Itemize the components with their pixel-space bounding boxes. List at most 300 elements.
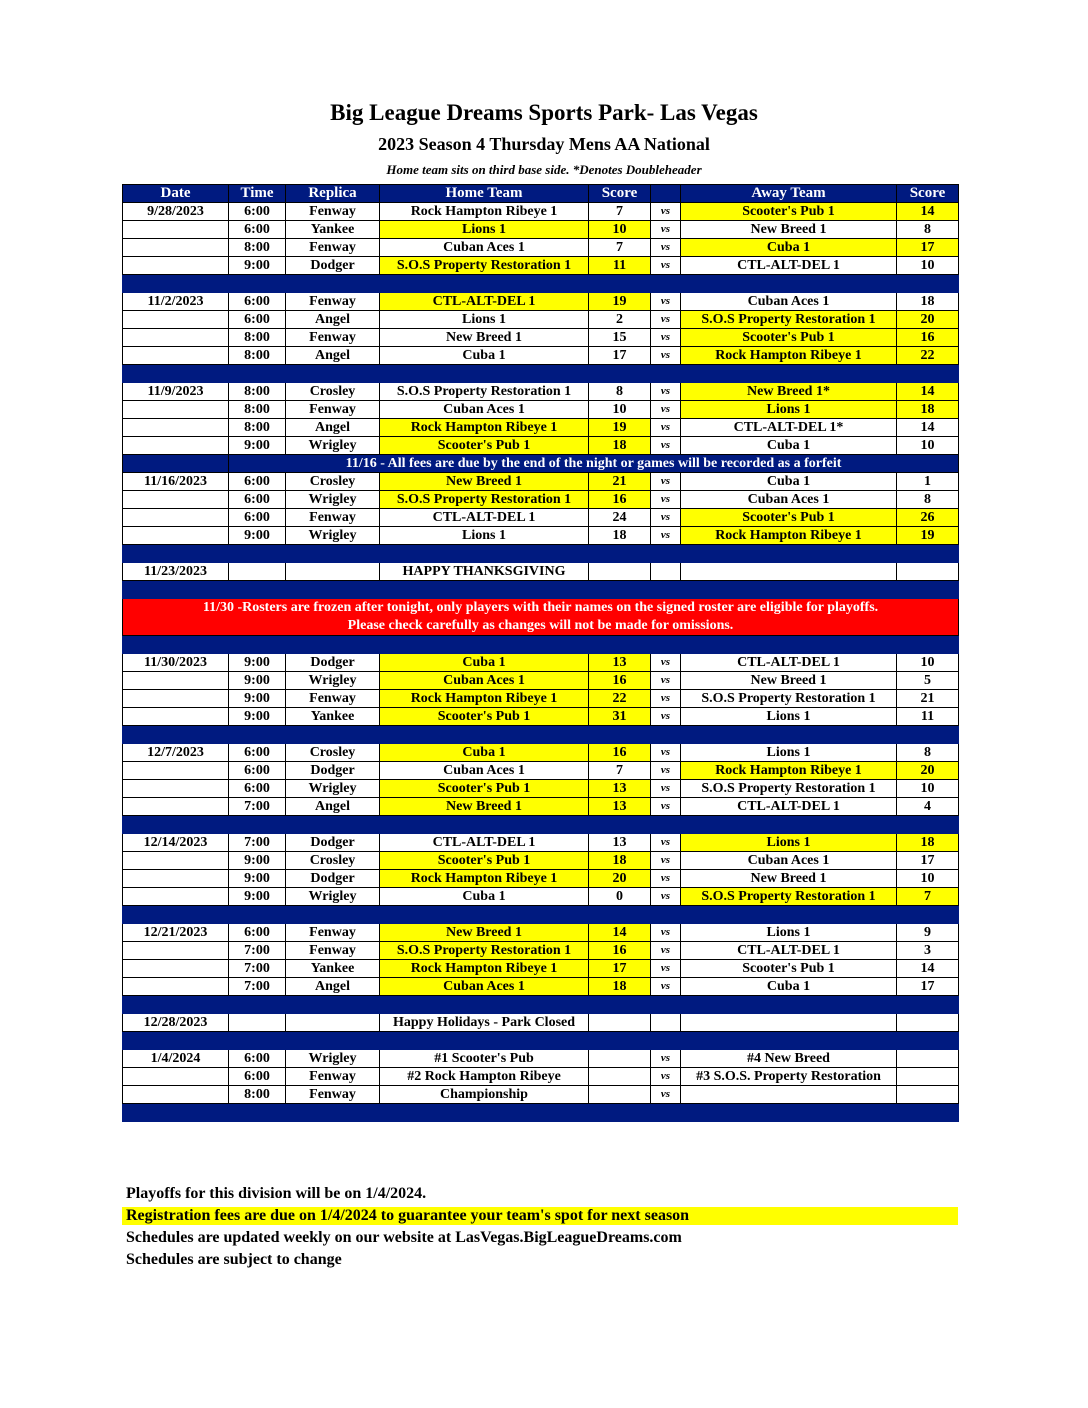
replica-cell: Dodger	[286, 257, 380, 275]
date-cell	[123, 708, 229, 726]
time-cell: 9:00	[229, 888, 286, 906]
separator-cell	[681, 726, 897, 744]
replica-cell: Dodger	[286, 762, 380, 780]
away-team-cell: New Breed 1	[681, 672, 897, 690]
separator-cell	[229, 275, 286, 293]
away-score-cell	[897, 1050, 959, 1068]
vs-cell: vs	[651, 491, 681, 509]
table-row	[123, 780, 959, 798]
separator-cell	[380, 275, 589, 293]
separator-cell	[123, 365, 229, 383]
schedule-body	[123, 203, 959, 1122]
away-score-cell: 22	[897, 347, 959, 365]
away-score-cell	[897, 1068, 959, 1086]
away-score-cell: 9	[897, 924, 959, 942]
replica-cell: Fenway	[286, 1068, 380, 1086]
col-header-away-score: Score	[897, 185, 959, 203]
home-team-cell: Lions 1	[380, 527, 589, 545]
separator-cell	[681, 545, 897, 563]
separator-cell	[589, 545, 651, 563]
home-team-cell: Cuba 1	[380, 654, 589, 672]
away-score-cell: 20	[897, 311, 959, 329]
replica-cell: Dodger	[286, 870, 380, 888]
vs-cell: vs	[651, 690, 681, 708]
away-score-cell	[897, 1086, 959, 1104]
event-row	[123, 1014, 959, 1032]
separator-cell	[380, 1032, 589, 1050]
replica-cell: Fenway	[286, 239, 380, 257]
table-row	[123, 852, 959, 870]
home-team-cell: CTL-ALT-DEL 1	[380, 293, 589, 311]
away-team-cell: Scooter's Pub 1	[681, 203, 897, 221]
vs-cell: vs	[651, 654, 681, 672]
col-header-away-team: Away Team	[681, 185, 897, 203]
home-team-cell: S.O.S Property Restoration 1	[380, 257, 589, 275]
home-team-cell: S.O.S Property Restoration 1	[380, 942, 589, 960]
away-team-cell: New Breed 1	[681, 870, 897, 888]
time-cell: 9:00	[229, 852, 286, 870]
separator-cell	[229, 365, 286, 383]
home-score-cell: 17	[589, 347, 651, 365]
home-team-cell: Cuban Aces 1	[380, 401, 589, 419]
separator-cell	[589, 365, 651, 383]
away-team-cell: Cuban Aces 1	[681, 491, 897, 509]
home-score-cell: 22	[589, 690, 651, 708]
date-cell	[123, 401, 229, 419]
time-cell: 6:00	[229, 744, 286, 762]
table-row	[123, 834, 959, 852]
date-cell	[123, 1086, 229, 1104]
separator-cell	[123, 1032, 229, 1050]
replica-cell: Fenway	[286, 924, 380, 942]
replica-cell: Yankee	[286, 221, 380, 239]
table-row	[123, 419, 959, 437]
home-team-cell: Cuba 1	[380, 888, 589, 906]
separator-cell	[651, 365, 681, 383]
vs-cell: vs	[651, 960, 681, 978]
replica-cell: Wrigley	[286, 527, 380, 545]
separator-cell	[651, 1032, 681, 1050]
separator-cell	[380, 1104, 589, 1122]
home-team-cell: Rock Hampton Ribeye 1	[380, 419, 589, 437]
time-cell: 9:00	[229, 654, 286, 672]
home-team-cell: Championship	[380, 1086, 589, 1104]
time-cell: 6:00	[229, 491, 286, 509]
away-score-cell: 17	[897, 852, 959, 870]
date-cell	[123, 870, 229, 888]
away-team-cell: Scooter's Pub 1	[681, 329, 897, 347]
vs-cell: vs	[651, 527, 681, 545]
replica-cell: Fenway	[286, 401, 380, 419]
separator-cell	[681, 1104, 897, 1122]
replica-cell: Crosley	[286, 473, 380, 491]
date-cell	[123, 780, 229, 798]
replica-cell: Yankee	[286, 960, 380, 978]
empty-cell	[589, 1014, 651, 1032]
home-score-cell: 7	[589, 762, 651, 780]
vs-cell: vs	[651, 708, 681, 726]
date-cell: 12/7/2023	[123, 744, 229, 762]
footer-website: Schedules are updated weekly on our website at LasVegas.BigLeagueDreams.com	[126, 1229, 682, 1246]
replica-cell: Wrigley	[286, 780, 380, 798]
replica-cell: Wrigley	[286, 1050, 380, 1068]
separator-cell	[229, 545, 286, 563]
away-team-cell: #4 New Breed	[681, 1050, 897, 1068]
separator-cell	[897, 906, 959, 924]
replica-cell: Fenway	[286, 942, 380, 960]
date-cell	[123, 419, 229, 437]
away-score-cell: 8	[897, 221, 959, 239]
home-score-cell: 18	[589, 527, 651, 545]
vs-cell: vs	[651, 1068, 681, 1086]
time-cell: 9:00	[229, 527, 286, 545]
separator-cell	[286, 275, 380, 293]
separator-cell	[681, 1032, 897, 1050]
away-team-cell: New Breed 1*	[681, 383, 897, 401]
away-team-cell: Lions 1	[681, 401, 897, 419]
separator-cell	[897, 816, 959, 834]
home-score-cell: 15	[589, 329, 651, 347]
vs-cell: vs	[651, 1050, 681, 1068]
separator-cell	[681, 996, 897, 1014]
time-cell: 8:00	[229, 347, 286, 365]
replica-cell: Fenway	[286, 509, 380, 527]
home-score-cell	[589, 1050, 651, 1068]
time-cell: 6:00	[229, 311, 286, 329]
empty-cell	[897, 1014, 959, 1032]
separator-cell	[589, 1032, 651, 1050]
separator-cell	[286, 545, 380, 563]
empty-cell	[897, 563, 959, 581]
vs-cell: vs	[651, 978, 681, 996]
separator-cell	[229, 1104, 286, 1122]
time-cell: 6:00	[229, 473, 286, 491]
separator-cell	[681, 275, 897, 293]
away-score-cell: 26	[897, 509, 959, 527]
separator-cell	[123, 726, 229, 744]
away-team-cell: New Breed 1	[681, 221, 897, 239]
time-cell: 8:00	[229, 419, 286, 437]
separator-row	[123, 1032, 959, 1050]
home-team-cell: Scooter's Pub 1	[380, 437, 589, 455]
vs-cell: vs	[651, 311, 681, 329]
separator-cell	[123, 996, 229, 1014]
separator-cell	[589, 996, 651, 1014]
separator-cell	[897, 726, 959, 744]
away-score-cell: 8	[897, 744, 959, 762]
replica-cell: Fenway	[286, 329, 380, 347]
date-cell: 12/28/2023	[123, 1014, 229, 1032]
replica-cell: Dodger	[286, 654, 380, 672]
vs-cell: vs	[651, 401, 681, 419]
date-cell	[123, 221, 229, 239]
time-cell: 9:00	[229, 870, 286, 888]
separator-cell	[651, 816, 681, 834]
separator-cell	[286, 726, 380, 744]
vs-cell: vs	[651, 1086, 681, 1104]
empty-cell	[651, 563, 681, 581]
col-header-home-team: Home Team	[380, 185, 589, 203]
separator-cell	[123, 906, 229, 924]
separator-cell	[897, 996, 959, 1014]
event-row	[123, 563, 959, 581]
time-cell: 6:00	[229, 1068, 286, 1086]
away-team-cell: Scooter's Pub 1	[681, 509, 897, 527]
table-header-row	[123, 185, 959, 203]
vs-cell: vs	[651, 834, 681, 852]
col-header-date: Date	[123, 185, 229, 203]
home-team-cell: Scooter's Pub 1	[380, 852, 589, 870]
event-text-cell: Happy Holidays - Park Closed	[380, 1014, 589, 1032]
away-score-cell: 10	[897, 870, 959, 888]
vs-cell: vs	[651, 870, 681, 888]
separator-cell	[286, 996, 380, 1014]
empty-cell	[286, 1014, 380, 1032]
vs-cell: vs	[651, 293, 681, 311]
home-team-cell: Rock Hampton Ribeye 1	[380, 690, 589, 708]
time-cell: 6:00	[229, 221, 286, 239]
time-cell: 8:00	[229, 383, 286, 401]
time-cell: 8:00	[229, 329, 286, 347]
away-score-cell: 19	[897, 527, 959, 545]
away-team-cell: Rock Hampton Ribeye 1	[681, 527, 897, 545]
table-row	[123, 203, 959, 221]
away-team-cell: CTL-ALT-DEL 1	[681, 798, 897, 816]
away-team-cell: Cuba 1	[681, 978, 897, 996]
replica-cell: Crosley	[286, 852, 380, 870]
home-team-cell: Lions 1	[380, 221, 589, 239]
replica-cell: Yankee	[286, 708, 380, 726]
vs-cell: vs	[651, 762, 681, 780]
separator-cell	[651, 275, 681, 293]
date-cell	[123, 978, 229, 996]
roster-alert-row	[123, 599, 959, 636]
table-row	[123, 329, 959, 347]
table-row	[123, 437, 959, 455]
time-cell: 8:00	[229, 239, 286, 257]
home-score-cell: 2	[589, 311, 651, 329]
vs-cell: vs	[651, 798, 681, 816]
home-team-cell: #1 Scooter's Pub	[380, 1050, 589, 1068]
table-row	[123, 383, 959, 401]
home-score-cell: 16	[589, 491, 651, 509]
separator-row	[123, 1104, 959, 1122]
separator-cell	[286, 1032, 380, 1050]
date-cell: 11/9/2023	[123, 383, 229, 401]
home-team-cell: Rock Hampton Ribeye 1	[380, 203, 589, 221]
replica-cell: Fenway	[286, 203, 380, 221]
separator-cell	[229, 581, 286, 599]
away-score-cell: 16	[897, 329, 959, 347]
separator-cell	[229, 636, 286, 654]
home-score-cell: 16	[589, 672, 651, 690]
table-row	[123, 654, 959, 672]
table-row	[123, 257, 959, 275]
home-team-cell: S.O.S Property Restoration 1	[380, 383, 589, 401]
away-score-cell: 20	[897, 762, 959, 780]
table-row	[123, 744, 959, 762]
home-score-cell: 20	[589, 870, 651, 888]
separator-cell	[229, 1032, 286, 1050]
table-row	[123, 978, 959, 996]
separator-cell	[897, 275, 959, 293]
empty-cell	[651, 1014, 681, 1032]
separator-cell	[229, 726, 286, 744]
away-team-cell: Lions 1	[681, 744, 897, 762]
table-row	[123, 960, 959, 978]
home-team-cell: Scooter's Pub 1	[380, 780, 589, 798]
home-team-cell: New Breed 1	[380, 473, 589, 491]
separator-cell	[589, 581, 651, 599]
table-row	[123, 1050, 959, 1068]
table-row	[123, 401, 959, 419]
time-cell: 6:00	[229, 1050, 286, 1068]
footer-playoffs: Playoffs for this division will be on 1/4/2024.	[126, 1185, 427, 1202]
separator-cell	[897, 545, 959, 563]
time-cell: 7:00	[229, 978, 286, 996]
home-score-cell: 8	[589, 383, 651, 401]
home-score-cell: 18	[589, 978, 651, 996]
separator-cell	[681, 906, 897, 924]
home-team-cell: Rock Hampton Ribeye 1	[380, 960, 589, 978]
vs-cell: vs	[651, 888, 681, 906]
away-score-cell: 17	[897, 239, 959, 257]
home-team-cell: New Breed 1	[380, 798, 589, 816]
table-row	[123, 708, 959, 726]
table-row	[123, 924, 959, 942]
table-row	[123, 870, 959, 888]
separator-cell	[286, 816, 380, 834]
separator-cell	[380, 545, 589, 563]
home-score-cell: 24	[589, 509, 651, 527]
replica-cell: Angel	[286, 311, 380, 329]
home-score-cell: 13	[589, 798, 651, 816]
table-row	[123, 798, 959, 816]
table-row	[123, 239, 959, 257]
separator-cell	[681, 816, 897, 834]
vs-cell: vs	[651, 383, 681, 401]
separator-cell	[651, 636, 681, 654]
col-header-home-score: Score	[589, 185, 651, 203]
replica-cell: Crosley	[286, 383, 380, 401]
fee-notice-cell	[123, 455, 229, 473]
separator-cell	[681, 636, 897, 654]
roster-alert-line2: Please check carefully as changes will not be made for omissions.	[347, 618, 734, 633]
date-cell	[123, 329, 229, 347]
vs-cell: vs	[651, 347, 681, 365]
home-team-cell: Lions 1	[380, 311, 589, 329]
away-score-cell: 1	[897, 473, 959, 491]
away-team-cell: Scooter's Pub 1	[681, 960, 897, 978]
date-cell: 9/28/2023	[123, 203, 229, 221]
separator-cell	[229, 816, 286, 834]
away-score-cell: 8	[897, 491, 959, 509]
date-cell	[123, 491, 229, 509]
separator-cell	[681, 365, 897, 383]
home-score-cell: 13	[589, 780, 651, 798]
away-score-cell: 14	[897, 419, 959, 437]
away-score-cell: 10	[897, 780, 959, 798]
separator-cell	[651, 581, 681, 599]
away-team-cell: Cuba 1	[681, 437, 897, 455]
home-score-cell: 19	[589, 293, 651, 311]
page-title: Big League Dreams Sports Park- Las Vegas	[330, 100, 758, 125]
table-row	[123, 221, 959, 239]
footer-disclaimer: Schedules are subject to change	[126, 1251, 342, 1268]
replica-cell: Angel	[286, 347, 380, 365]
fee-notice-row	[123, 455, 959, 473]
separator-cell	[286, 1104, 380, 1122]
home-team-cell: Cuban Aces 1	[380, 239, 589, 257]
away-team-cell: Rock Hampton Ribeye 1	[681, 347, 897, 365]
empty-cell	[589, 563, 651, 581]
separator-cell	[897, 581, 959, 599]
col-header-vs	[651, 185, 681, 203]
time-cell: 9:00	[229, 708, 286, 726]
empty-cell	[681, 1014, 897, 1032]
separator-row	[123, 365, 959, 383]
roster-alert-line1: 11/30 -Rosters are frozen after tonight, only players with their names on the signed roster are eligible for playoffs.	[202, 600, 879, 615]
home-team-cell: New Breed 1	[380, 924, 589, 942]
date-cell	[123, 257, 229, 275]
home-score-cell: 19	[589, 419, 651, 437]
away-score-cell: 14	[897, 960, 959, 978]
time-cell: 7:00	[229, 960, 286, 978]
home-team-cell: CTL-ALT-DEL 1	[380, 509, 589, 527]
home-score-cell	[589, 1068, 651, 1086]
away-team-cell: CTL-ALT-DEL 1	[681, 654, 897, 672]
col-header-replica: Replica	[286, 185, 380, 203]
away-score-cell: 14	[897, 383, 959, 401]
time-cell: 9:00	[229, 257, 286, 275]
time-cell: 9:00	[229, 690, 286, 708]
separator-cell	[380, 996, 589, 1014]
separator-cell	[123, 1104, 229, 1122]
away-team-cell: #3 S.O.S. Property Restoration	[681, 1068, 897, 1086]
date-cell	[123, 888, 229, 906]
home-score-cell: 16	[589, 744, 651, 762]
vs-cell: vs	[651, 437, 681, 455]
table-row	[123, 942, 959, 960]
home-score-cell: 10	[589, 221, 651, 239]
separator-cell	[897, 636, 959, 654]
time-cell: 6:00	[229, 762, 286, 780]
separator-cell	[897, 1032, 959, 1050]
separator-cell	[286, 906, 380, 924]
time-cell: 7:00	[229, 834, 286, 852]
table-row	[123, 473, 959, 491]
away-team-cell: Lions 1	[681, 924, 897, 942]
home-score-cell: 13	[589, 654, 651, 672]
separator-cell	[589, 1104, 651, 1122]
vs-cell: vs	[651, 924, 681, 942]
separator-row	[123, 545, 959, 563]
separator-row	[123, 726, 959, 744]
home-team-cell: Cuba 1	[380, 347, 589, 365]
away-team-cell: CTL-ALT-DEL 1	[681, 257, 897, 275]
date-cell: 11/23/2023	[123, 563, 229, 581]
separator-cell	[123, 816, 229, 834]
replica-cell: Wrigley	[286, 491, 380, 509]
date-cell: 11/2/2023	[123, 293, 229, 311]
vs-cell: vs	[651, 942, 681, 960]
away-team-cell: Cuba 1	[681, 239, 897, 257]
separator-row	[123, 636, 959, 654]
separator-row	[123, 996, 959, 1014]
away-score-cell: 18	[897, 834, 959, 852]
date-cell	[123, 347, 229, 365]
away-score-cell: 3	[897, 942, 959, 960]
